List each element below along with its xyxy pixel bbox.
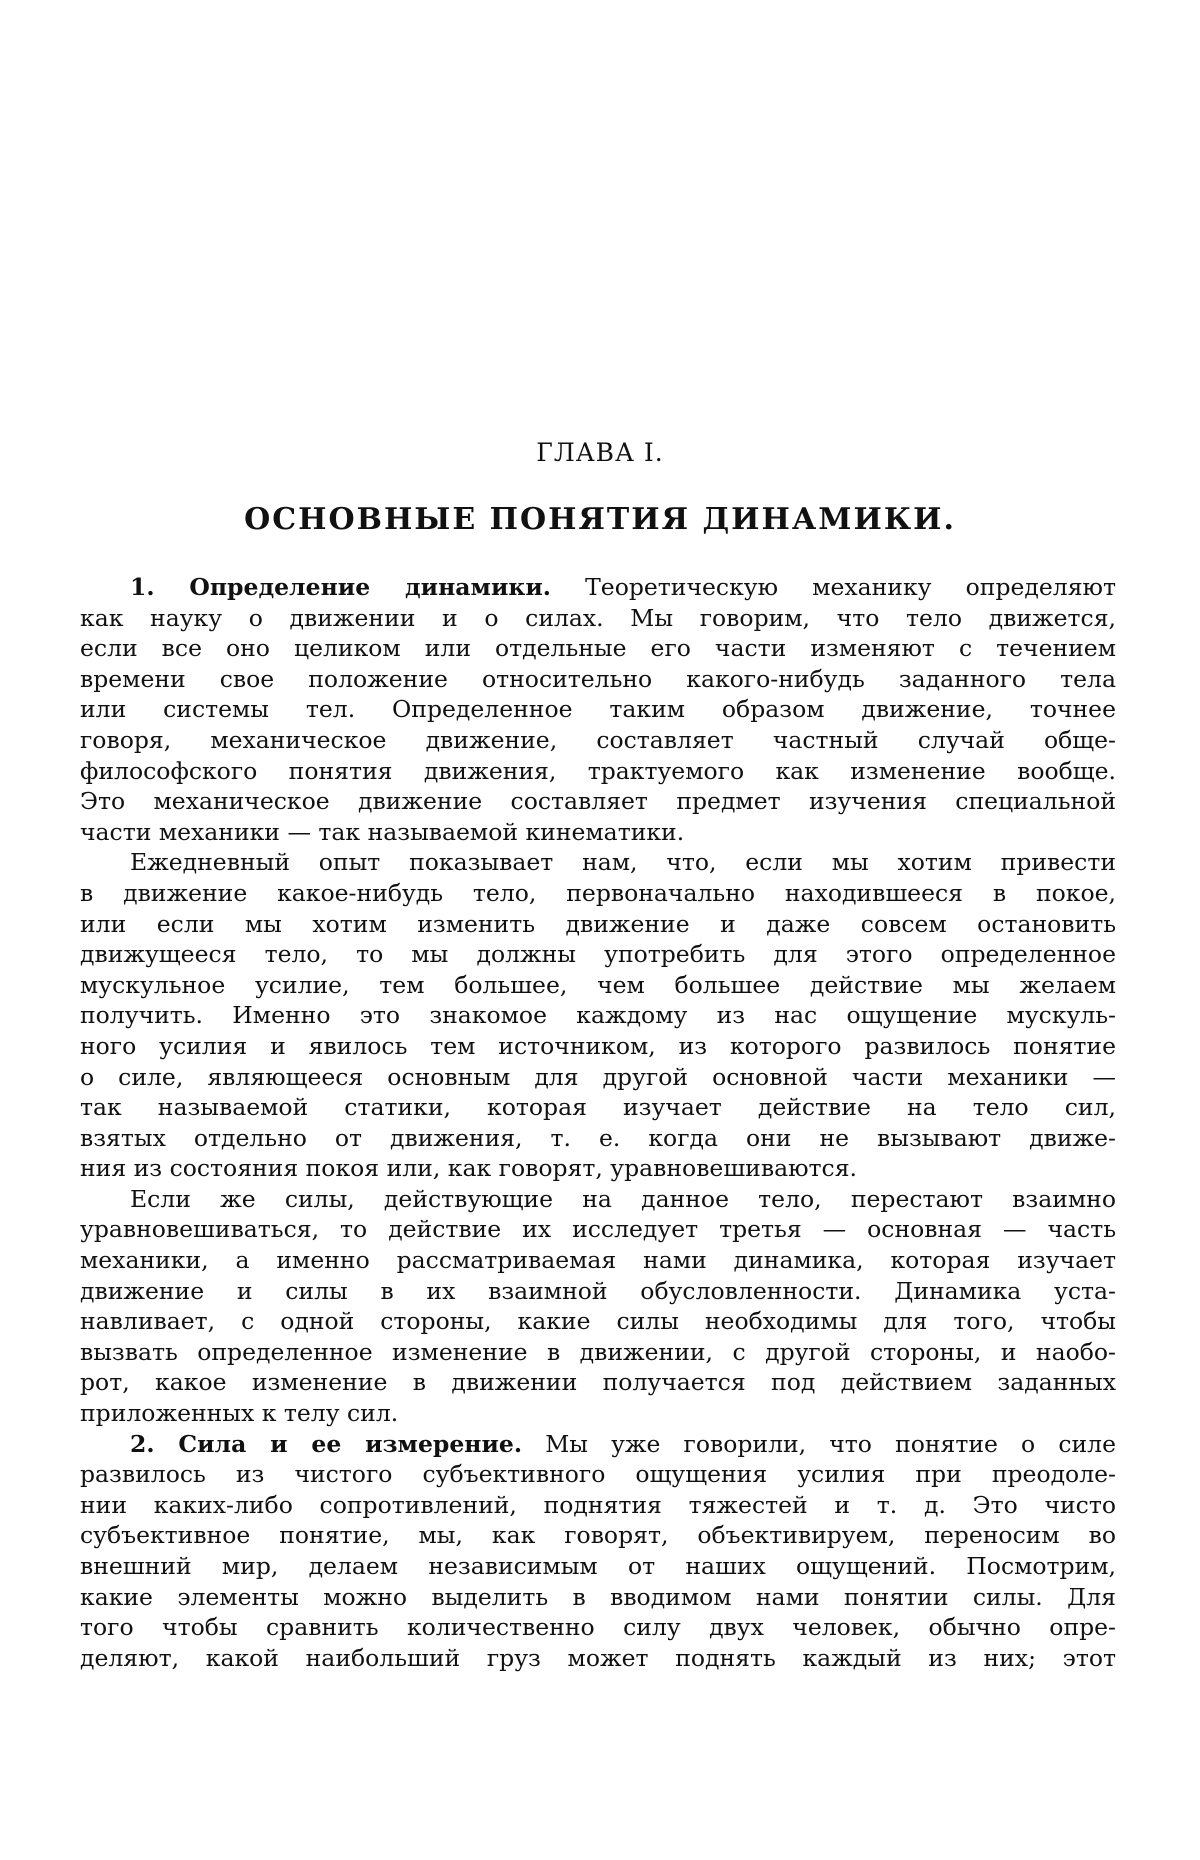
text-line: ния из состояния покоя или, как говорят, уравновешиваются. [80,1154,858,1183]
text-line: какие элементы можно выделить в вводимом нами понятии силы. Для [80,1582,1116,1611]
text-line: нии каких-либо сопротивлений, поднятия тяжестей и т. д. Это чисто [80,1490,1116,1519]
text-line: деляют, какой наибольший груз может поднять каждый из них; этот [80,1643,1116,1672]
text-line: уравновешиваться, то действие их исследует третья — основная — часть [80,1215,1116,1244]
text-line: как науку о движении и о силах. Мы говорим, что тело движется, [80,603,1116,632]
text-line: Ежедневный опыт показывает нам, что, если мы хотим привести [130,848,1116,877]
text-line: 1. Определение динамики. Теоретическую механику определяют [130,573,1116,601]
chapter-label: ГЛАВА I. [536,438,664,467]
text-line: или системы тел. Определенное таким образом движение, точнее [80,695,1116,724]
text-line: того чтобы сравнить количественно силу двух человек, обычно опре- [80,1613,1116,1642]
text-line: если все оно целиком или отдельные его части изменяют с течением [80,634,1116,663]
text-line: получить. Именно это знакомое каждому из нас ощущение мускуль- [80,1001,1116,1030]
text-line: философского понятия движения, трактуемого как изменение вообще. [80,756,1116,785]
section-heading: 1. Определение динамики. [130,573,551,601]
text-line: в движение какое-нибудь тело, первоначально находившееся в покое, [80,878,1116,907]
text-line: так называемой статики, которая изучает действие на тело сил, [80,1093,1116,1122]
section-heading: 2. Сила и ее измерение. [130,1429,523,1458]
text-line: внешний мир, делаем независимым от наших ощущений. Посмотрим, [80,1552,1116,1580]
text-line: времени свое положение относительно какого-нибудь заданного тела [80,664,1116,693]
text-line: мускульное усилие, тем большее, чем большее действие мы желаем [80,970,1116,999]
text-line: вызвать определенное изменение в движении, с другой стороны, и наобо- [80,1337,1116,1366]
text-line: развилось из чистого субъективного ощущения усилия при преодоле- [80,1460,1116,1489]
text-line: ного усилия и явилось тем источником, из которого развилось понятие [80,1031,1116,1060]
text-line: Если же силы, действующие на данное тело, перестают взаимно [130,1184,1116,1213]
text-line: взятых отдельно от движения, т. е. когда они не вызывают движе- [80,1123,1116,1152]
text-line: рот, какое изменение в движении получается под действием заданных [80,1368,1116,1397]
text-line: движение и силы в их взаимной обусловленности. Динамика уста- [80,1276,1116,1305]
text-line: движущееся тело, то мы должны употребить для этого определенное [80,940,1116,969]
text-line: субъективное понятие, мы, как говорят, объективируем, переносим во [80,1521,1116,1550]
text-line: приложенных к телу сил. [80,1399,399,1428]
text-line: навливает, с одной стороны, какие силы необходимы для того, чтобы [80,1307,1116,1336]
text-line: части механики — так называемой кинематики. [80,817,685,846]
text-line: о силе, являющееся основным для другой основной части механики — [80,1062,1116,1091]
text-line: механики, а именно рассматриваемая нами динамика, которая изучает [80,1246,1116,1275]
text-line: или если мы хотим изменить движение и даже совсем остановить [80,909,1116,938]
text-line: говоря, механическое движение, составляет частный случай обще- [80,725,1116,754]
text-line: 2. Сила и ее измерение. Мы уже говорили, что понятие о силе [130,1429,1116,1458]
chapter-title: ОСНОВНЫЕ ПОНЯТИЯ ДИНАМИКИ. [244,502,956,537]
text-line: Это механическое движение составляет предмет изучения специальной [80,787,1116,816]
body-text [80,572,1116,1673]
